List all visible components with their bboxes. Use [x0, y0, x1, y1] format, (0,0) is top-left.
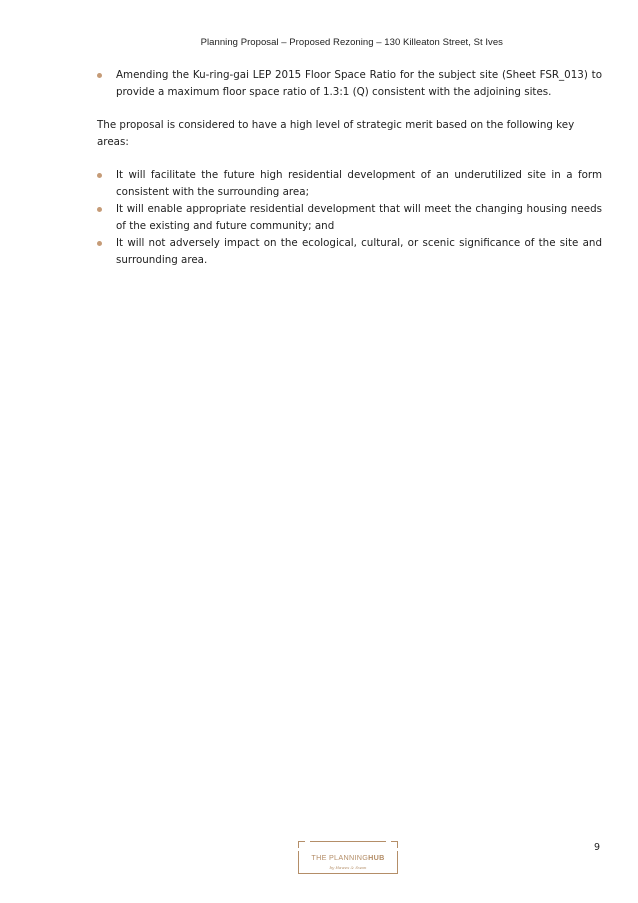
page-header: Planning Proposal – Proposed Rezoning – 130 Killeaton Street, St Ives: [200, 37, 503, 48]
logo-wordmark-main: THE PLANNING: [311, 853, 369, 862]
planning-hub-logo: [298, 841, 398, 874]
bullet-dot-icon: [97, 207, 102, 212]
list-item: [97, 235, 602, 269]
logo-wordmark-hub: HUB: [368, 853, 385, 862]
bullet-dot-icon: [97, 73, 102, 78]
list-item-text: It will facilitate the future high residential development of an underutilized site in a form consistent with the surrounding area;: [116, 169, 602, 198]
document-body: [97, 67, 602, 269]
logo-bottom-line: [298, 873, 398, 874]
fsr-amendment-list: [97, 67, 602, 101]
logo-tagline: by Hawes & Swan: [329, 865, 367, 870]
strategic-merit-intro: The proposal is considered to have a high level of strategic merit based on the following key areas:: [97, 119, 575, 148]
bullet-dot-icon: [97, 173, 102, 178]
logo-top-line: [310, 841, 386, 842]
list-item: [97, 67, 602, 101]
logo-corner-tr: [391, 841, 398, 848]
list-item-text: Amending the Ku-ring-gai LEP 2015 Floor Space Ratio for the subject site (Sheet FSR_013) to provide a maximum floor space ratio of 1.3:1 (Q) consistent with the adjoining sites.: [116, 69, 602, 98]
list-item: [97, 201, 602, 235]
logo-wordmark: [298, 853, 398, 862]
logo-corner-tl: [298, 841, 305, 848]
strategic-merit-list: [97, 167, 602, 269]
bullet-dot-icon: [97, 241, 102, 246]
list-item-text: It will enable appropriate residential development that will meet the changing housing needs of the existing and future community; and: [116, 203, 602, 232]
list-item-text: It will not adversely impact on the ecological, cultural, or scenic significance of the site and surrounding area.: [116, 237, 602, 266]
page-number: 9: [594, 842, 601, 853]
list-item: [97, 167, 602, 201]
